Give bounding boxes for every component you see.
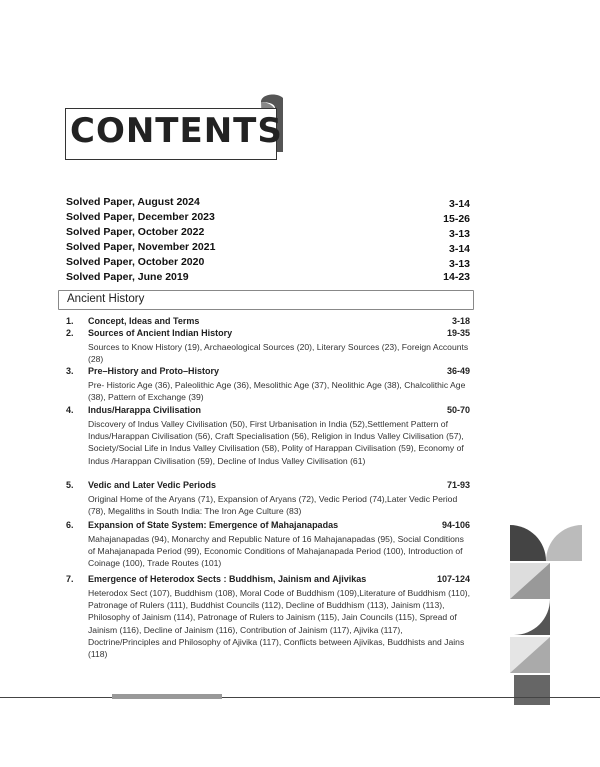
footer-accent-bar — [112, 694, 222, 699]
chapter-pages: 19-35 — [446, 328, 470, 338]
chapter-description: Discovery of Indus Valley Civilisation (50), First Urbanisation in India (52),Settlement Pattern of Indus/Harappan Civilisation (56), Craft Specialisation (56), Religion in Indus Valley Civilisation (57), Society/Social Life in Indus Valley Civilisation (58), Polity of Harappan Civilisation (59), Economy of Indus /Harappan Civilisation (59), Decline of Indus Valley Civilisation (61) — [88, 419, 464, 466]
solved-paper-pages: 3-14 — [448, 198, 470, 210]
chapter-pages: 36-49 — [446, 366, 470, 376]
chapter-title: Indus/Harappa Civilisation — [88, 405, 202, 415]
chapter-title: Vedic and Later Vedic Periods — [88, 480, 217, 490]
chapter-number: 7. — [66, 574, 74, 584]
solved-paper-label: Solved Paper, November 2021 — [66, 241, 216, 253]
solved-paper-pages: 15-26 — [443, 213, 470, 225]
solved-paper-row[interactable] — [66, 256, 470, 268]
solved-paper-pages: 3-13 — [448, 258, 470, 270]
chapter-description: Mahajanapadas (94), Monarchy and Republic Nature of 16 Mahajanapadas (95), Social Conditions of Mahajanapada Period (99), Economic Conditions of Mahajanapada Period (100), Introduction of Coinage (100), Trade Routes (101) — [88, 534, 464, 569]
chapter-title: Pre–History and Proto–History — [88, 366, 220, 376]
chapter-pages: 3-18 — [451, 316, 470, 326]
chapter-description: Sources to Know History (19), Archaeological Sources (20), Literary Sources (23), Foreign Accounts (28) — [88, 342, 469, 365]
solved-paper-label: Solved Paper, August 2024 — [66, 196, 200, 208]
chapter-title: Concept, Ideas and Terms — [88, 316, 200, 326]
decorative-shapes-graphic — [510, 525, 600, 705]
chapter-number: 5. — [66, 480, 74, 490]
solved-paper-row[interactable] — [66, 241, 470, 253]
solved-paper-row[interactable] — [66, 226, 470, 238]
page-title: CONTENTS — [70, 111, 283, 151]
solved-paper-row[interactable] — [66, 271, 470, 283]
chapter-title: Sources of Ancient Indian History — [88, 328, 233, 338]
solved-paper-row[interactable] — [66, 196, 470, 208]
chapter-description: Original Home of the Aryans (71), Expansion of Aryans (72), Vedic Period (74),Later Vedic Period (78), Megaliths in South India: The Iron Age Culture (83) — [88, 494, 458, 517]
chapter-pages: 94-106 — [441, 520, 470, 530]
chapter-description: Pre- Historic Age (36), Paleolithic Age (36), Mesolithic Age (37), Neolithic Age (38), Chalcolithic Age (38), Pattern of Exchange (39) — [88, 380, 466, 403]
chapter-number: 6. — [66, 520, 74, 530]
section-title: Ancient History — [67, 293, 145, 305]
solved-paper-label: Solved Paper, June 2019 — [66, 271, 189, 283]
chapter-number: 2. — [66, 328, 74, 338]
solved-paper-label: Solved Paper, October 2020 — [66, 256, 205, 268]
chapter-number: 4. — [66, 405, 74, 415]
chapter-title: Expansion of State System: Emergence of Mahajanapadas — [88, 520, 339, 530]
chapter-pages: 50-70 — [446, 405, 470, 415]
chapter-number: 1. — [66, 316, 74, 326]
solved-paper-pages: 3-13 — [448, 228, 470, 240]
solved-paper-pages: 3-14 — [448, 243, 470, 255]
chapter-pages: 71-93 — [446, 480, 470, 490]
section-header — [58, 290, 474, 310]
solved-paper-row[interactable] — [66, 211, 470, 223]
chapter-pages: 107-124 — [436, 574, 470, 584]
solved-paper-pages: 14-23 — [443, 271, 470, 283]
footer-rule — [0, 697, 600, 698]
solved-paper-label: Solved Paper, October 2022 — [66, 226, 205, 238]
solved-paper-label: Solved Paper, December 2023 — [66, 211, 215, 223]
chapter-description: Heterodox Sect (107), Buddhism (108), Moral Code of Buddhism (109),Literature of Buddhism (110), Patronage of Rulers (111), Buddhist Councils (112), Decline of Buddhism (113), Jainism (113), Philosophy of Jainism (114), Patronage of Rulers to Jainism (115), Jain Councils (115), Spread of Jainism (116), Decline of Jainism (116), Contribution of Jainism (117), Ajivika (117), Doctrine/Principles and Philosophy of Ajivika (117), Conflicts between Ajivikas, Buddhists and Jains (118) — [88, 588, 470, 660]
chapter-title: Emergence of Heterodox Sects : Buddhism, Jainism and Ajivikas — [88, 574, 367, 584]
chapter-number: 3. — [66, 366, 74, 376]
contents-title-box — [65, 108, 283, 160]
